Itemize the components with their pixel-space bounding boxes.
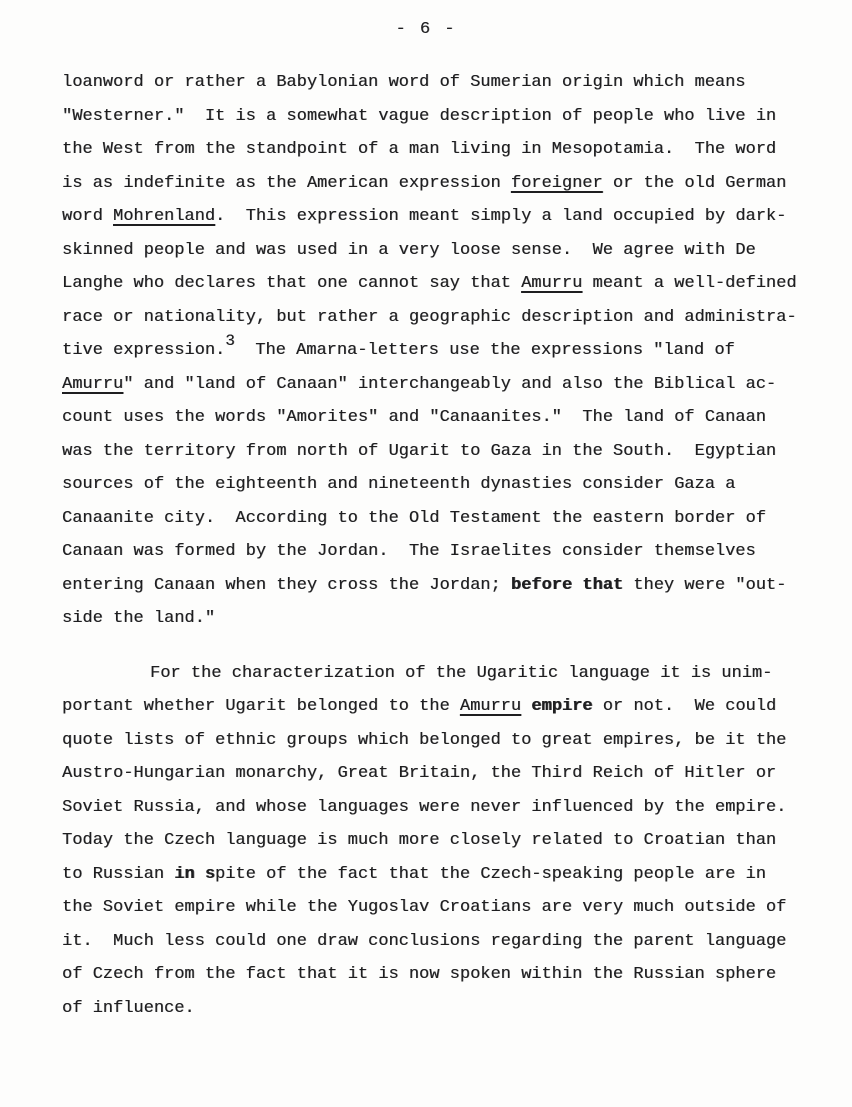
text-line xyxy=(62,657,807,691)
text-run: "Westerner." It is a somewhat vague description of people who live in xyxy=(62,106,777,126)
text-run xyxy=(521,697,531,716)
text-run: meant a well-defined xyxy=(582,274,797,293)
text-run: pite of the fact that the Czech-speaking people are in xyxy=(215,864,766,884)
text-line xyxy=(62,724,807,758)
emphasized-text: empire xyxy=(531,697,593,716)
underlined-text: Amurru xyxy=(62,374,124,394)
text-line xyxy=(62,958,807,992)
text-run: of influence. xyxy=(62,998,195,1018)
paragraph xyxy=(62,657,807,1026)
text-run: is as indefinite as the American expression xyxy=(62,173,511,193)
text-run: the West from the standpoint of a man living in Mesopotamia. The word xyxy=(62,140,777,159)
underlined-text: foreigner xyxy=(510,173,603,193)
text-run: Soviet Russia, and whose languages were never influenced by the empire. xyxy=(62,797,787,817)
text-line xyxy=(62,569,807,603)
text-line xyxy=(62,401,807,435)
underlined-text: Mohrenland xyxy=(113,207,216,226)
text-run: count uses the words "Amorites" and "Canaanites." The land of Canaan xyxy=(62,408,766,427)
text-run: it. Much less could one draw conclusions regarding the parent language xyxy=(62,931,787,951)
text-line xyxy=(62,757,807,791)
text-line xyxy=(62,167,807,201)
text-line xyxy=(62,858,807,892)
text-line xyxy=(62,602,807,636)
text-run: Austro-Hungarian monarchy, Great Britain, the Third Reich of Hitler or xyxy=(62,764,777,783)
footnote-reference: 3 xyxy=(225,332,235,350)
page-number: - 6 - xyxy=(395,20,457,39)
text-line xyxy=(62,267,807,301)
text-line xyxy=(62,133,807,167)
document-body xyxy=(62,66,807,1025)
text-run: Canaan was formed by the Jordan. The Israelites consider themselves xyxy=(62,542,756,561)
text-run: " and "land of Canaan" interchangeably and also the Biblical ac- xyxy=(123,374,777,394)
text-run: loanword or rather a Babylonian word of Sumerian origin which means xyxy=(62,73,746,92)
text-line xyxy=(62,824,807,858)
text-line xyxy=(62,435,807,469)
text-line xyxy=(62,234,807,268)
text-line xyxy=(62,502,807,536)
text-run: . This expression meant simply a land occupied by dark- xyxy=(215,207,787,226)
text-run: tive expression. xyxy=(62,341,226,360)
text-run: or the old German xyxy=(602,173,787,193)
text-run: they were "out- xyxy=(623,575,787,595)
text-line xyxy=(62,690,807,724)
emphasized-text: in s xyxy=(174,864,216,884)
text-line xyxy=(62,334,807,368)
text-line xyxy=(62,100,807,134)
text-run: was the territory from north of Ugarit to Gaza in the South. Egyptian xyxy=(62,441,777,461)
text-line xyxy=(62,535,807,569)
text-line xyxy=(62,468,807,502)
text-run: to Russian xyxy=(62,864,175,884)
text-line xyxy=(62,200,807,234)
text-run: Langhe who declares that one cannot say that xyxy=(62,274,522,293)
text-run: entering Canaan when they cross the Jordan; xyxy=(62,575,511,595)
text-run: the Soviet empire while the Yugoslav Croatians are very much outside of xyxy=(62,898,787,917)
paragraph xyxy=(62,66,807,636)
text-line xyxy=(62,368,807,402)
text-run: sources of the eighteenth and nineteenth dynasties consider Gaza a xyxy=(62,475,736,494)
text-line xyxy=(62,891,807,925)
text-run: word xyxy=(62,207,114,226)
text-run: For the characterization of the Ugaritic language it is unim- xyxy=(150,663,773,683)
text-run: The Amarna-letters use the expressions "land of xyxy=(234,341,735,360)
text-line xyxy=(62,301,807,335)
text-line xyxy=(62,66,807,100)
emphasized-text: before that xyxy=(510,575,624,595)
text-line xyxy=(62,925,807,959)
underlined-text: Amurru xyxy=(459,697,522,716)
text-run: portant whether Ugarit belonged to the xyxy=(62,697,460,716)
text-line xyxy=(62,992,807,1026)
text-run: skinned people and was used in a very loose sense. We agree with De xyxy=(62,240,756,260)
text-line xyxy=(62,791,807,825)
text-run: or not. We could xyxy=(592,697,777,716)
underlined-text: Amurru xyxy=(521,274,583,293)
text-run: of Czech from the fact that it is now spoken within the Russian sphere xyxy=(62,965,777,984)
text-run: Today the Czech language is much more closely related to Croatian than xyxy=(62,831,777,850)
text-run: quote lists of ethnic groups which belonged to great empires, be it the xyxy=(62,730,787,750)
text-run: race or nationality, but rather a geographic description and administra- xyxy=(62,307,797,327)
text-run: side the land." xyxy=(62,609,216,628)
text-run: Canaanite city. According to the Old Testament the eastern border of xyxy=(62,508,766,528)
